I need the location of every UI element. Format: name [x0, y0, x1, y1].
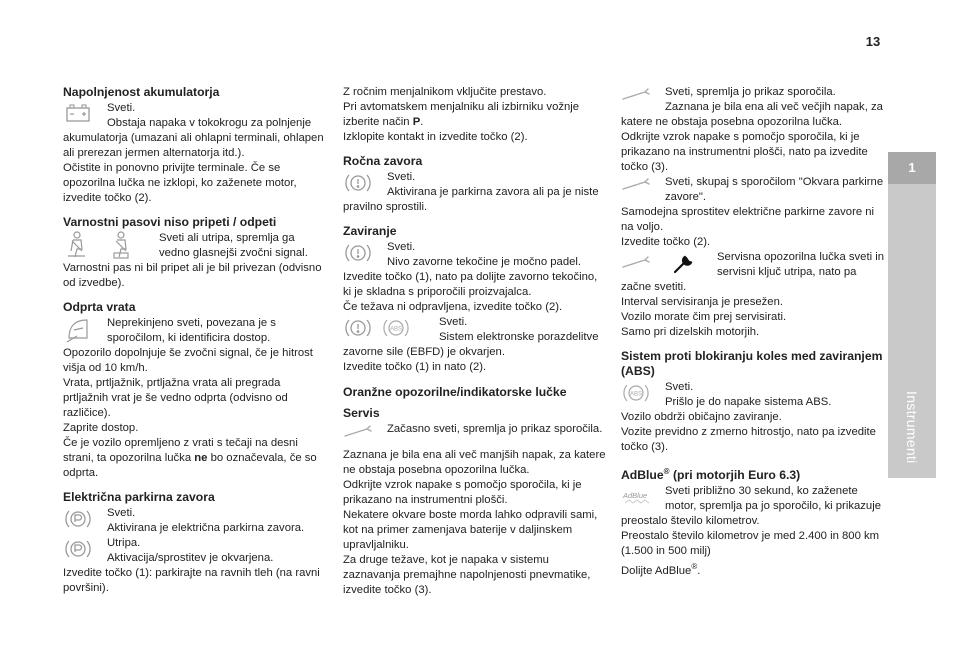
orange-heading: Oranžne opozorilne/indikatorske lučke [343, 385, 567, 399]
adblue-text-3-b: . [697, 564, 701, 577]
ebfd-text-1: Sveti. [439, 316, 468, 328]
intro-line-1: Z ročnim menjalnikom vključite prestavo. [343, 86, 547, 98]
service-wrench-icon-3 [621, 175, 663, 201]
service-wrench-icon [343, 422, 385, 448]
handbrake-text-1: Sveti. [387, 171, 416, 183]
chapter-number: 1 [888, 152, 936, 184]
service-icon-small [623, 257, 649, 267]
page-number: 13 [865, 34, 881, 49]
epb-text-on-2: Aktivirana je električna parkirna zavora. [107, 522, 305, 534]
battery-text-1: Sveti. [107, 102, 136, 114]
wrench-text-4: Samo pri dizelskih motorjih. [621, 326, 760, 338]
brakes-text-1: Sveti. [387, 241, 416, 253]
ebfd-text-3: Izvedite točko (1) in nato (2). [343, 361, 487, 373]
door-text-2: Opozorilo dopolnjuje še zvočni signal, če je hitrost višja od 10 km/h. [63, 347, 313, 374]
service-text-3: Odkrijte vzrok napake s pomočjo sporočila, ki je prikazano na instrumentni plošči. [343, 479, 582, 506]
intro-line-3: Izklopite kontakt in izvedite točko (2). [343, 131, 528, 143]
seatbelt-text-2: Varnostni pas ni bil pripet ali je bil privezan (odvisno od izvedbe). [63, 262, 322, 289]
intro-line-2-a: Pri avtomatskem menjalniku ali izbirniku vožnje izberite način [343, 101, 580, 128]
service-key-icons [621, 250, 715, 276]
epb-flash-icon [63, 536, 105, 562]
column-3 [621, 85, 886, 579]
adblue-heading-a: AdBlue [621, 468, 664, 483]
battery-text-3: Očistite in ponovno privijte terminale. Če se opozorilna lučka ne izklopi, ko zaženete motor, izvedite točko (2). [63, 162, 297, 204]
seatbelt-icon [68, 232, 85, 257]
handbrake-text-2: Aktivirana je parkirna zavora ali pa je niste pravilno sprostili. [343, 186, 599, 213]
door-text-1: Neprekinjeno sveti, povezana je s sporočilom, ki identificira dostop. [107, 317, 276, 344]
adblue-text-3-a: Dolijte AdBlue [621, 564, 692, 577]
abs-text-3: Vozilo obdrži običajno zaviranje. [621, 411, 782, 423]
column-2 [343, 85, 608, 598]
seatbelt-text-1: Sveti ali utripa, spremlja ga vedno glasnejši zvočni signal. [159, 232, 308, 259]
adblue-heading-b: (pri motorjih Euro 6.3) [669, 468, 801, 483]
ebfd-text-2: Sistem elektronske porazdelitve zavorne sile (EBFD) je okvarjen. [343, 331, 599, 358]
brakes-text-2: Nivo zavorne tekočine je močno padel. [387, 256, 582, 268]
wrench-text-3: Vozilo morate čim prej servisirati. [621, 311, 787, 323]
epb-note: Izvedite točko (1): parkirajte na ravnih tleh (na ravni površini). [63, 567, 320, 594]
seatbelt-heading: Varnostni pasovi niso pripeti / odpeti [63, 215, 277, 229]
wrench-text-2: Interval servisiranja je presežen. [621, 296, 783, 308]
service-text-1: Začasno sveti, spremlja jo prikaz sporočila. [387, 423, 603, 435]
epb-fault-text-2: Samodejna sprostitev električne parkirne zavore ni na voljo. [621, 206, 875, 233]
adblue-text-3 [621, 559, 886, 579]
seatbelt-icons [63, 231, 157, 257]
abs-text-4: Vozite previdno z zmerno hitrostjo, nato pa izvedite točko (3). [621, 426, 876, 453]
intro-line-2 [343, 100, 608, 130]
battery-heading: Napolnjenost akumulatorja [63, 85, 220, 99]
service-text-4: Nekatere okvare boste morda lahko odpravili sami, kot na primer zamenjava baterije v daljinskem upravljalniku. [343, 509, 598, 551]
adblue-icon [621, 484, 663, 510]
adblue-icon-label: AdBlue [623, 491, 648, 501]
adblue-heading [621, 464, 886, 483]
chapter-title: Instrumenti [904, 391, 920, 464]
svg-text:ABS: ABS [389, 326, 403, 333]
svg-text:ABS: ABS [629, 391, 643, 398]
wrench-text-1: Servisna opozorilna lučka sveti in servisni ključ utripa, nato pa začne svetiti. [621, 251, 885, 293]
seatbelt-rear-icon [114, 232, 128, 258]
abs-text-2: Prišlo je do napake sistema ABS. [665, 396, 832, 408]
service-wrench-icon-2 [621, 85, 663, 111]
door-text-5 [63, 436, 328, 481]
handbrake-icon [343, 170, 385, 196]
epb-text-flash-1: Utripa. [107, 537, 141, 549]
adblue-text-2: Preostalo število kilometrov je med 2.400 in 800 km (1.500 in 500 milj) [621, 530, 880, 558]
abs-heading: Sistem proti blokiranju koles med zaviranjem (ABS) [621, 349, 883, 378]
intro-line-2-b: . [420, 116, 424, 128]
service-heading: Servis [343, 406, 380, 420]
spanner-icon [675, 256, 692, 272]
battery-text-2: Obstaja napaka v tokokrogu za polnjenje akumulatorja (umazani ali ohlapni terminali, ohlapen ali prerezan jermen alternatorja itd.). [63, 117, 324, 159]
door-text-5-bold: ne [194, 452, 208, 464]
service-cont-text-1: Sveti, spremlja jo prikaz sporočila. [665, 86, 836, 98]
adblue-heading-reg: ® [663, 467, 670, 476]
door-text-5-b: bo označevala, če so odprta. [63, 452, 317, 479]
door-heading: Odprta vrata [63, 300, 136, 314]
door-text-3: Vrata, prtljažnik, prtljažna vrata ali pregrada prtljažnih vrat je še vedno odprta (odvisno od različice). [63, 377, 288, 419]
intro-line-2-bold: P [412, 116, 421, 128]
battery-icon [63, 101, 105, 127]
epb-icon [63, 506, 105, 532]
door-open-icon [63, 316, 105, 342]
brakes-heading: Zaviranje [343, 224, 397, 238]
ebfd-icons [343, 315, 437, 341]
column-1 [63, 85, 328, 596]
brakes-text-4: Če težava ni odpravljena, izvedite točko (2). [343, 301, 563, 313]
abs-warning-icon [621, 380, 663, 406]
brake-icon-small [346, 320, 370, 336]
door-text-5-a: Če je vozilo opremljeno z vrati s tečaji na desni strani, ta opozorilna lučka [63, 437, 298, 464]
service-text-5: Za druge težave, kot je napaka v sistemu zaznavanja premajhne napolnjenosti pnevmatike, izvedite točko (3). [343, 554, 591, 596]
adblue-text-1: Sveti približno 30 sekund, ko zaženete motor, spremlja pa jo sporočilo, ki prikazuje preostalo število kilometrov. [621, 485, 881, 528]
epb-heading: Električna parkirna zavora [63, 490, 215, 504]
brake-warning-icon [343, 240, 385, 266]
epb-fault-text-1: Sveti, skupaj s sporočilom "Okvara parkirne zavore". [665, 176, 884, 203]
door-text-4: Zaprite dostop. [63, 422, 139, 434]
service-cont-text-3: Odkrijte vzrok napake s pomočjo sporočila, ki je prikazano na instrumentni plošči, nato pa izvedite točko (3). [621, 131, 868, 173]
epb-fault-text-3: Izvedite točko (2). [621, 236, 711, 248]
chapter-sidebar [888, 152, 936, 478]
service-cont-text-2: Zaznana je bila ena ali več večjih napak, za katere ne obstaja posebna opozorilna lučka. [621, 101, 883, 128]
epb-text-flash-2: Aktivacija/sprostitev je okvarjena. [107, 552, 274, 564]
abs-text-1: Sveti. [665, 381, 694, 393]
service-text-2: Zaznana je bila ena ali več manjših napak, za katere ne obstaja posebna opozorilna lučka. [343, 449, 606, 476]
adblue-text-3-reg: ® [691, 562, 698, 572]
brakes-text-3: Izvedite točko (1), nato pa dolijte zavorno tekočino, ki je skladna s priporočili proizvajalca. [343, 271, 598, 298]
handbrake-heading: Ročna zavora [343, 154, 423, 168]
epb-text-on-1: Sveti. [107, 507, 136, 519]
